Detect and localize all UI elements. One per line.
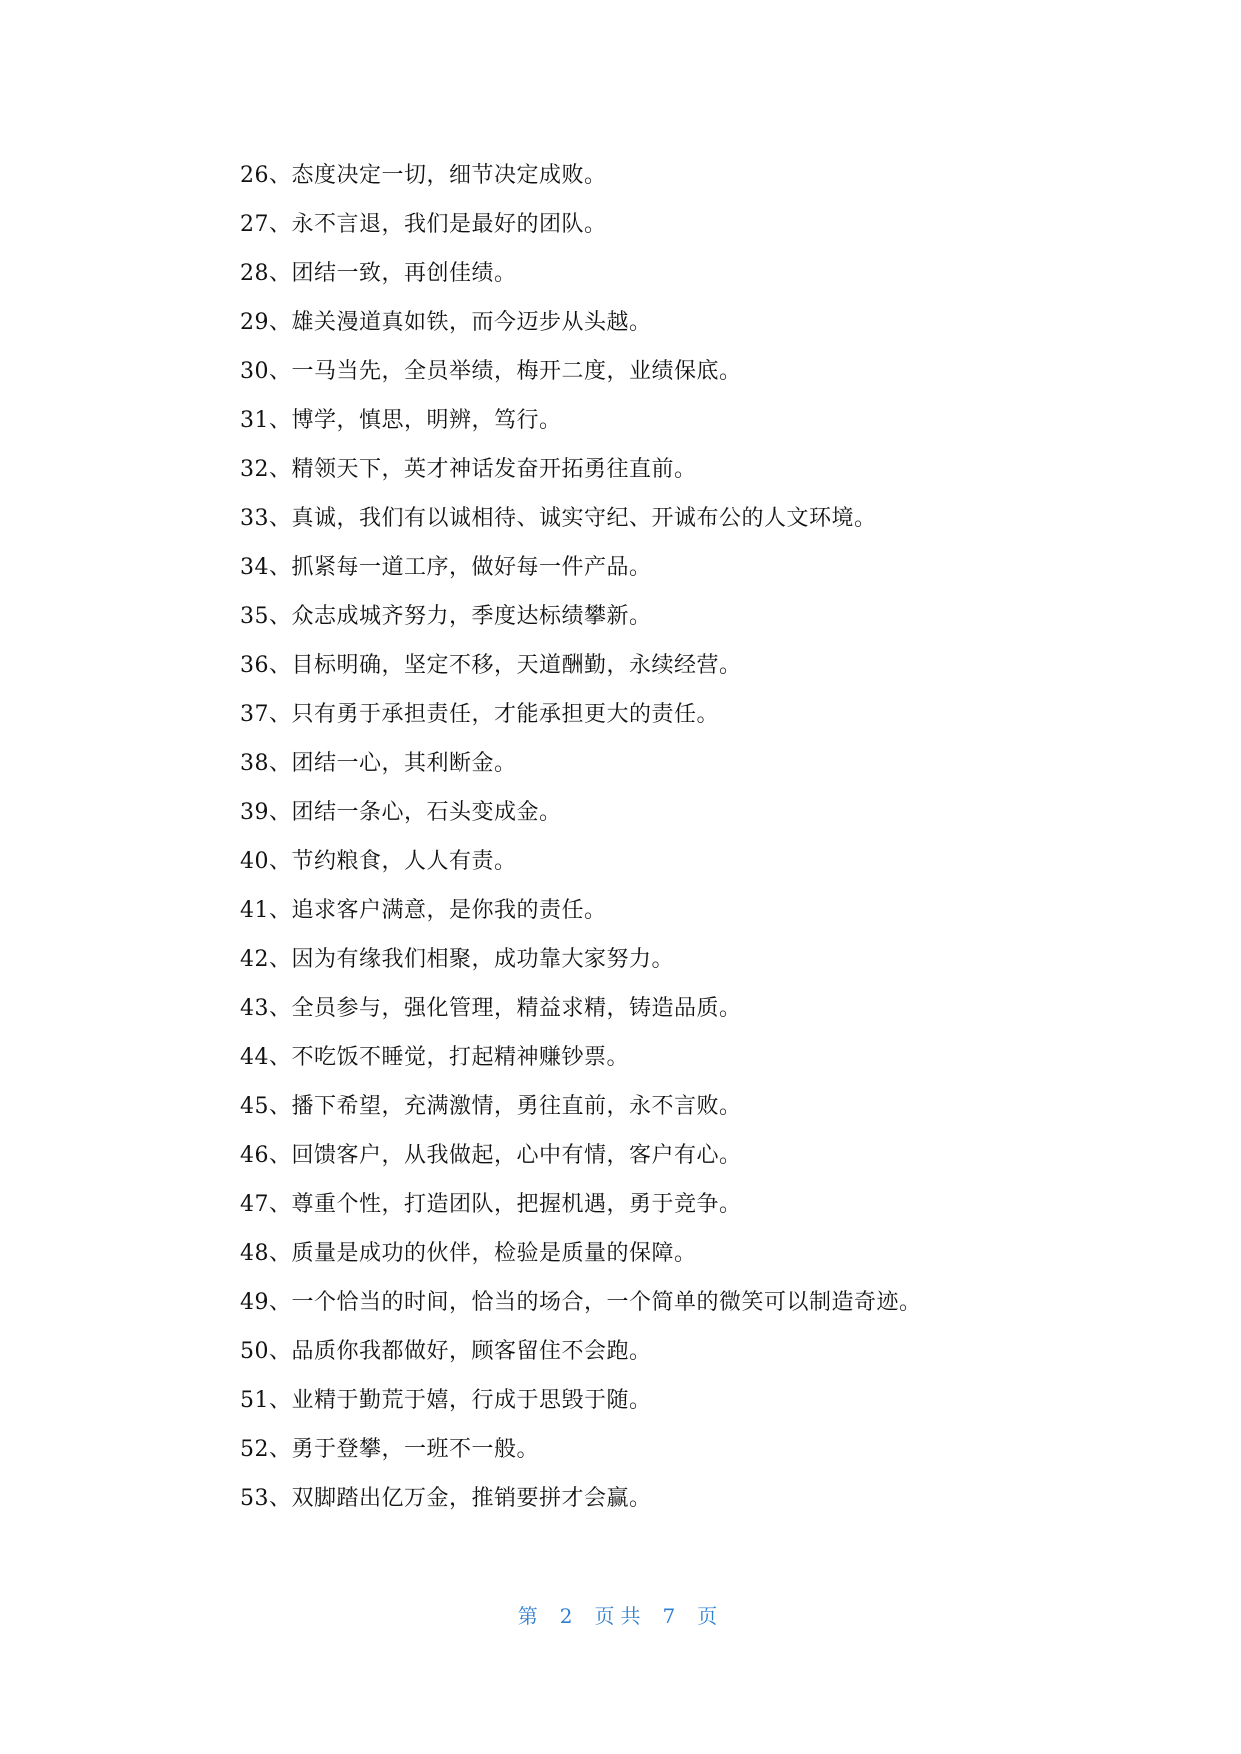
list-item: 48、质量是成功的伙伴，检验是质量的保障。 [240, 1241, 697, 1266]
footer-middle: 页共 [594, 1604, 647, 1628]
list-item: 44、不吃饭不睡觉，打起精神赚钞票。 [240, 1045, 629, 1070]
list-item: 31、博学，慎思，明辨，笃行。 [240, 408, 562, 433]
list-item: 45、播下希望，充满激情，勇往直前，永不言败。 [240, 1094, 742, 1119]
list-item: 50、品质你我都做好，顾客留住不会跑。 [240, 1339, 652, 1364]
footer-suffix: 页 [697, 1604, 724, 1628]
list-item: 52、勇于登攀，一班不一般。 [240, 1437, 539, 1462]
list-item: 32、精领天下，英才神话发奋开拓勇往直前。 [240, 457, 697, 482]
list-item: 46、回馈客户，从我做起，心中有情，客户有心。 [240, 1143, 742, 1168]
list-item: 38、团结一心，其利断金。 [240, 751, 517, 776]
list-item: 34、抓紧每一道工序，做好每一件产品。 [240, 555, 652, 580]
list-item: 35、众志成城齐努力，季度达标绩攀新。 [240, 604, 652, 629]
list-item: 53、双脚踏出亿万金，推销要拼才会赢。 [240, 1486, 652, 1511]
list-item: 49、一个恰当的时间，恰当的场合，一个简单的微笑可以制造奇迹。 [240, 1290, 922, 1315]
list-item: 39、团结一条心，石头变成金。 [240, 800, 562, 825]
list-item: 36、目标明确，坚定不移，天道酬勤，永续经营。 [240, 653, 742, 678]
list-item: 33、真诚，我们有以诚相待、诚实守纪、开诚布公的人文环境。 [240, 506, 877, 531]
list-item: 40、节约粮食，人人有责。 [240, 849, 517, 874]
footer-total-pages: 7 [662, 1604, 682, 1628]
slogan-list [240, 156, 1140, 1528]
list-item: 26、态度决定一切，细节决定成败。 [240, 163, 607, 188]
list-item: 47、尊重个性，打造团队，把握机遇，勇于竞争。 [240, 1192, 742, 1217]
list-item: 51、业精于勤荒于嬉，行成于思毁于随。 [240, 1388, 652, 1413]
list-item: 43、全员参与，强化管理，精益求精，铸造品质。 [240, 996, 742, 1021]
page-footer [0, 1600, 1241, 1629]
list-item: 37、只有勇于承担责任，才能承担更大的责任。 [240, 702, 719, 727]
footer-current-page: 2 [559, 1604, 579, 1628]
list-item: 41、追求客户满意，是你我的责任。 [240, 898, 607, 923]
list-item: 30、一马当先，全员举绩，梅开二度，业绩保底。 [240, 359, 742, 384]
list-item: 27、永不言退，我们是最好的团队。 [240, 212, 607, 237]
list-item: 28、团结一致，再创佳绩。 [240, 261, 517, 286]
list-item: 29、雄关漫道真如铁，而今迈步从头越。 [240, 310, 652, 335]
list-item: 42、因为有缘我们相聚，成功靠大家努力。 [240, 947, 674, 972]
footer-prefix: 第 [517, 1604, 544, 1628]
